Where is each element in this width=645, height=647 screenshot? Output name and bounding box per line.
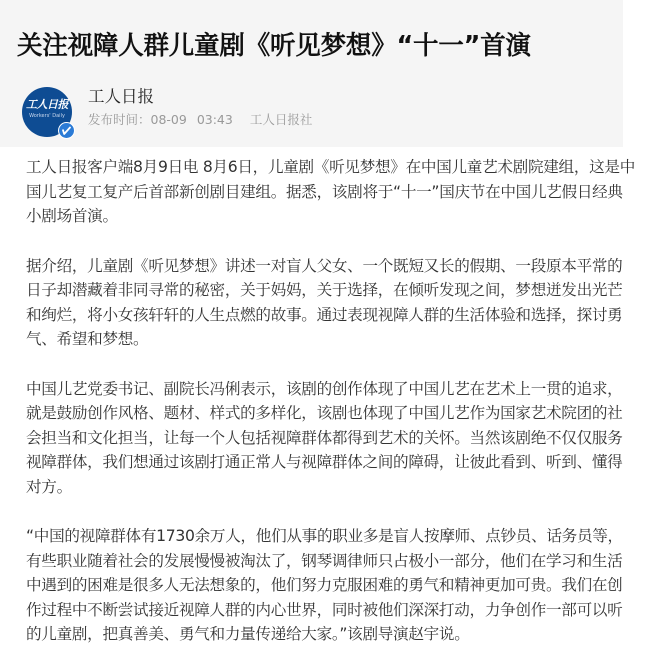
source-name[interactable]: 工人日报	[88, 87, 154, 106]
article-paragraph: 据介绍，儿童剧《听见梦想》讲述一对盲人父女、一个既短又长的假期、一段原本平常的日子却潜藏着非同寻常的秘密，关于妈妈，关于选择，在倾听发现之间，梦想迸发出光芒和绚烂，将小女孩轩轩的人生点燃的故事。通过表现视障人群的生活体验和选择，探讨勇气、希望和梦想。	[26, 256, 623, 348]
source-logo[interactable]	[22, 87, 72, 137]
publisher-org: 工人日报社	[249, 112, 313, 127]
article-paragraph: 工人日报客户端8月9日电 8月6日，儿童剧《听见梦想》在中国儿童艺术剧院建组，这是中国儿艺复工复产后首部新创剧目建组。据悉，该剧将于“十一”国庆节在中国儿艺假日经典小剧场首演。	[26, 158, 636, 225]
verified-icon	[58, 122, 75, 139]
article-header	[0, 0, 623, 147]
article-title: 关注视障人群儿童剧《听见梦想》“十一”首演	[17, 31, 531, 61]
logo-wordmark: 工人日报	[26, 98, 68, 111]
publish-time: 03:43	[196, 112, 233, 127]
article-meta	[88, 110, 312, 128]
article-body	[26, 155, 636, 647]
publish-date: 发布时间：08-09	[88, 112, 187, 127]
article-paragraph: “中国的视障群体有1730余万人，他们从事的职业多是盲人按摩师、点钞员、话务员等，有些职业随着社会的发展慢慢被淘汰了，钢琴调律师只占极小一部分，他们在学习和生活中遇到的困难是很多人无法想象的，他们努力克服困难的勇气和精神更加可贵。我们在创作过程中不断尝试接近视障人群的内心世界，同时被他们深深打动，力争创作一部可以听的儿童剧，把真善美、勇气和力量传递给大家。”该剧导演赵宇说。	[26, 527, 623, 643]
logo-subtext: Workers' Daily	[29, 113, 65, 119]
article-paragraph: 中国儿艺党委书记、副院长冯俐表示，该剧的创作体现了中国儿艺在艺术上一贯的追求，就是鼓励创作风格、题材、样式的多样化，该剧也体现了中国儿艺作为国家艺术院团的社会担当和文化担当，让每一个人包括视障群体都得到艺术的关怀。当然该剧绝不仅仅服务视障群体，我们想通过该剧打通正常人与视障群体之间的障碍，让彼此看到、听到、懂得对方。	[26, 379, 623, 496]
